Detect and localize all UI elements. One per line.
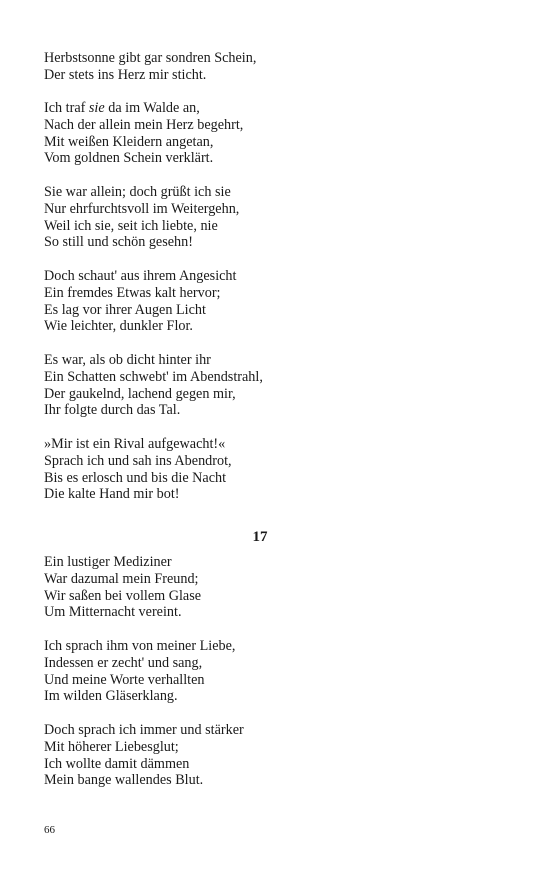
verse-line: Ein Schatten schwebt' im Abendstrahl,	[44, 368, 263, 385]
verse-line: Und meine Worte verhallten	[44, 671, 205, 688]
stanza	[44, 184, 504, 251]
verse-line: Indessen er zecht' und sang,	[44, 654, 203, 671]
stanza	[44, 352, 504, 419]
verse-line: Ein fremdes Etwas kalt hervor;	[44, 284, 221, 301]
verse-line: Doch schaut' aus ihrem Angesicht	[44, 268, 237, 284]
verse-line: Mit höherer Liebesglut;	[44, 738, 179, 755]
verse-line: Die kalte Hand mir bot!	[44, 486, 180, 503]
verse-line: Doch sprach ich immer und stärker	[44, 722, 244, 738]
verse-line: Der stets ins Herz mir sticht.	[44, 66, 207, 83]
verse-line: Nur ehrfurchtsvoll im Weitergehn,	[44, 200, 240, 217]
verse-line: Ein lustiger Mediziner	[44, 554, 172, 570]
verse-line: Der gaukelnd, lachend gegen mir,	[44, 385, 236, 402]
verse-line: Mit weißen Kleidern angetan,	[44, 133, 214, 150]
verse-line: Weil ich sie, seit ich liebte, nie	[44, 217, 218, 234]
stanza	[44, 722, 504, 789]
stanza	[44, 50, 504, 84]
verse-line: Vom goldnen Schein verklärt.	[44, 150, 214, 167]
verse-line: Im wilden Gläserklang.	[44, 688, 178, 705]
verse-line: Ich wollte damit dämmen	[44, 755, 190, 772]
stanza	[44, 554, 504, 621]
verse-line: Herbstsonne gibt gar sondren Schein,	[44, 50, 257, 66]
verse-line: Es lag vor ihrer Augen Licht	[44, 301, 206, 318]
verse-line: Wie leichter, dunkler Flor.	[44, 318, 193, 335]
verse-line: Sprach ich und sah ins Abendrot,	[44, 452, 232, 469]
verse-line: Ich sprach ihm von meiner Liebe,	[44, 638, 236, 654]
stanza	[44, 268, 504, 335]
verse-line: So still und schön gesehn!	[44, 234, 193, 251]
verse-line: Sie war allein; doch grüßt ich sie	[44, 184, 231, 200]
verse-line: Nach der allein mein Herz begehrt,	[44, 116, 244, 133]
stanza	[44, 638, 504, 705]
verse-line: Wir saßen bei vollem Glase	[44, 587, 202, 604]
verse-line: Bis es erlosch und bis die Nacht	[44, 469, 227, 486]
verse-line: Mein bange wallendes Blut.	[44, 772, 204, 789]
verse-line: Ich traf sie da im Walde an,	[44, 100, 200, 116]
stanza	[44, 436, 504, 503]
verse-line: Um Mitternacht vereint.	[44, 604, 182, 621]
verse-line: War dazumal mein Freund;	[44, 570, 199, 587]
verse-line: Es war, als ob dicht hinter ihr	[44, 352, 211, 368]
verse-line: Ihr folgte durch das Tal.	[44, 402, 181, 419]
page-number: 66	[44, 824, 55, 836]
stanza	[44, 100, 504, 167]
verse-line: »Mir ist ein Rival aufgewacht!«	[44, 436, 226, 452]
section-number: 17	[252, 529, 268, 545]
